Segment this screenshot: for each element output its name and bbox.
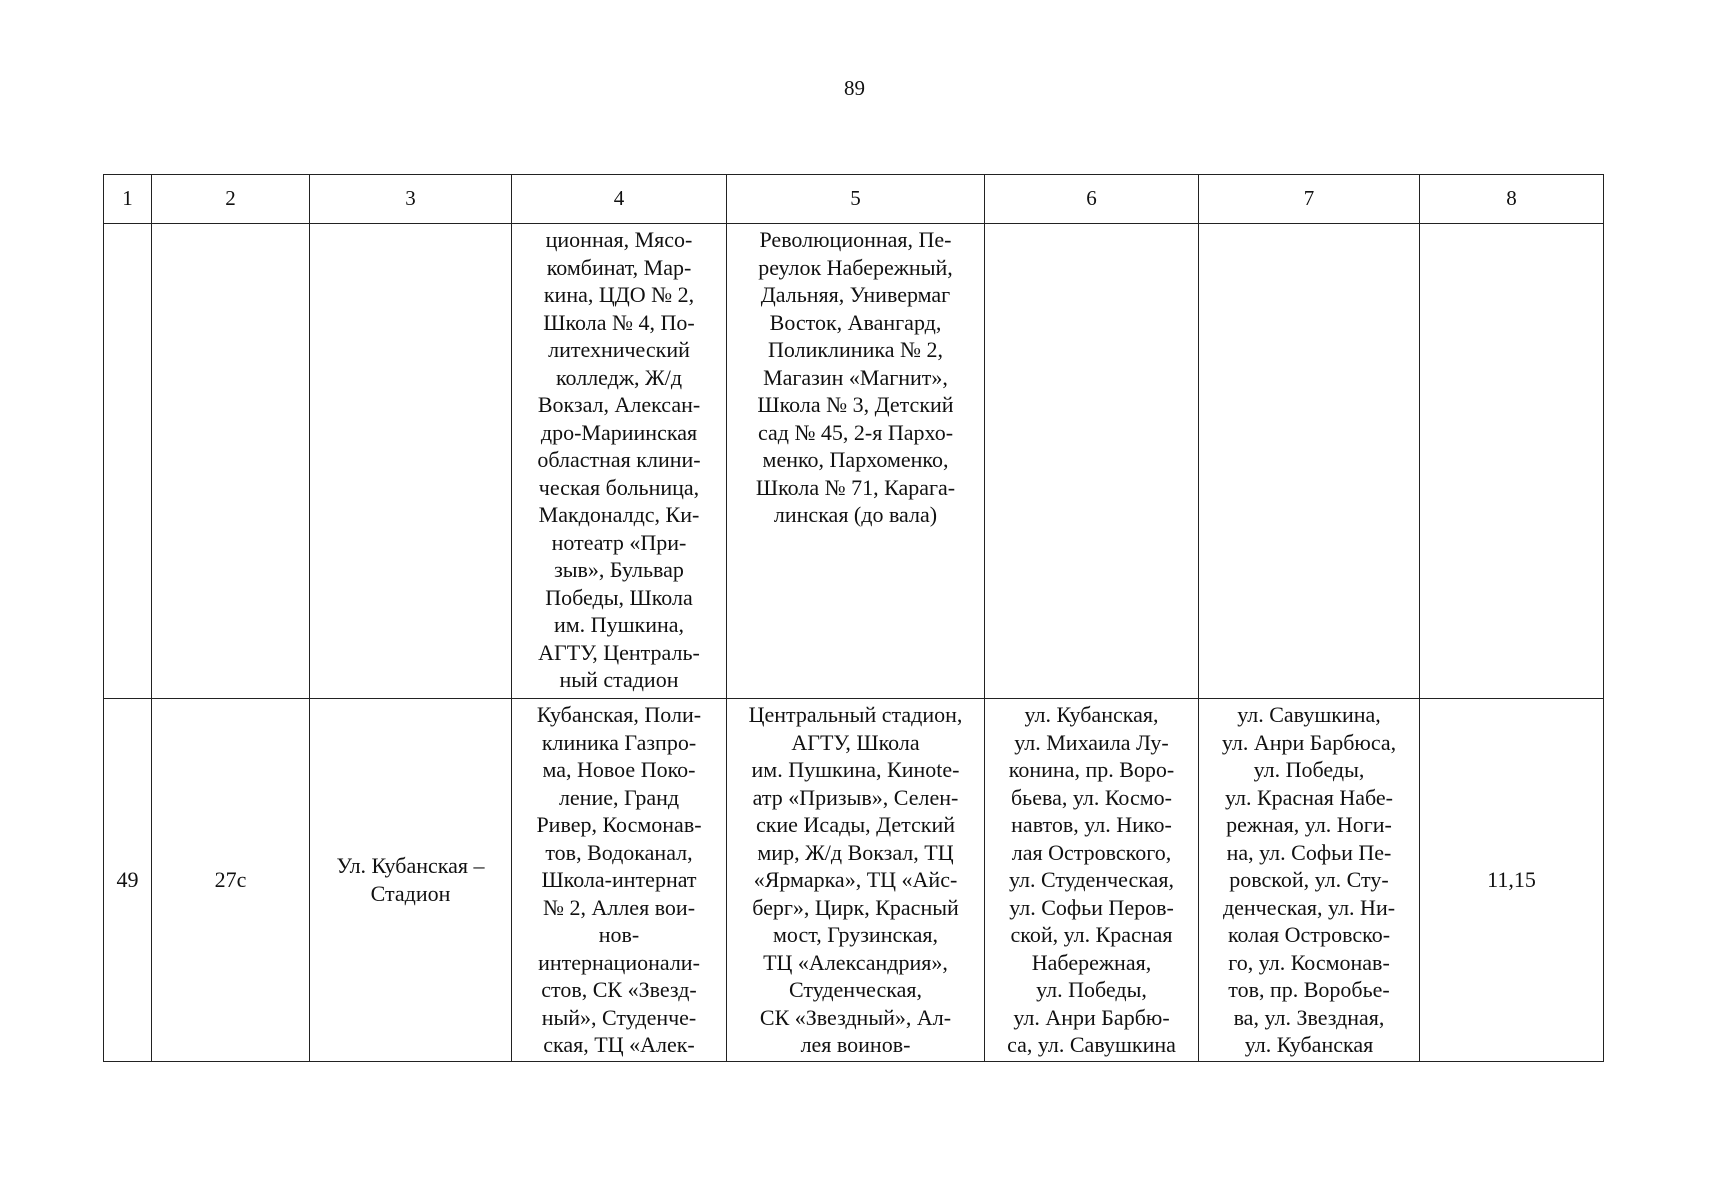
table-row [104,224,1604,699]
streets-forward-cell: ул. Кубанская, ул. Михаила Лу- конина, пр. Воро- бьева, ул. Космо- навтов, ул. Нико- лая Островского, ул. Студенческая, ул. Софьи Перов- ской, ул. Красная Набережная, ул. Победы, ул. Анри Барбю- са, ул. Савушкина [985,699,1199,1062]
stops-forward-cell: ционная, Мясо- комбинат, Мар- кина, ЦДО № 2, Школа № 4, По- литехнический колледж, Ж/д Вокзал, Алексан- дро-Мариинская областная клини- ческая больница, Макдоналдс, Ки- нотеатр «При- зыв», Бульвар Победы, Школа им. Пушкина, АГТУ, Централь- ный стадион [512,224,727,699]
streets-backward-cell: ул. Савушкина, ул. Анри Барбюса, ул. Победы, ул. Красная Набе- режная, ул. Ноги- на, ул. Софьи Пе- ровской, ул. Сту- денческая, ул. Ни- колая Островско- го, ул. Космонав- тов, пр. Воробье- ва, ул. Звездная, ул. Кубанская [1199,699,1420,1062]
stops-forward-cell: Кубанская, Поли- клиника Газпро- ма, Новое Поко- ление, Гранд Ривер, Космонав- тов, Водоканал, Школа-интернат № 2, Аллея вои- нов- интернационали- стов, СК «Звезд- ный», Студенче- ская, ТЦ «Алек- [512,699,727,1062]
route-number-cell [104,224,152,699]
route-code-cell [152,224,310,699]
route-name-cell [310,224,512,699]
streets-backward-cell [1199,224,1420,699]
streets-forward-cell [985,224,1199,699]
route-name-cell: Ул. Кубанская – Стадион [310,699,512,1062]
header-cell-5: 5 [727,175,985,224]
route-number-cell: 49 [104,699,152,1062]
header-cell-3: 3 [310,175,512,224]
header-cell-2: 2 [152,175,310,224]
extra-cell: 11,15 [1420,699,1604,1062]
header-cell-6: 6 [985,175,1199,224]
stops-backward-cell: Центральный стадион, АГТУ, Школа им. Пушкина, Кинote- атр «Призыв», Селен- ские Исады, Детский мир, Ж/д Вокзал, ТЦ «Ярмарка», ТЦ «Айс- берг», Цирк, Красный мост, Грузинская, ТЦ «Александрия», Студенческая, СК «Звездный», Ал- лея воинов- [727,699,985,1062]
table-row [104,699,1604,1062]
route-code-cell: 27с [152,699,310,1062]
table-header-row [104,175,1604,224]
header-cell-1: 1 [104,175,152,224]
header-cell-8: 8 [1420,175,1604,224]
page-number: 89 [844,76,865,100]
header-cell-7: 7 [1199,175,1420,224]
extra-cell [1420,224,1604,699]
header-cell-4: 4 [512,175,727,224]
stops-backward-cell: Революционная, Пе- реулок Набережный, Дальняя, Универмаг Восток, Авангард, Поликлиника № 2, Магазин «Магнит», Школа № 3, Детский сад № 45, 2-я Пархо- менко, Пархоменко, Школа № 71, Карага- линская (до вала) [727,224,985,699]
route-table [103,174,1604,1062]
